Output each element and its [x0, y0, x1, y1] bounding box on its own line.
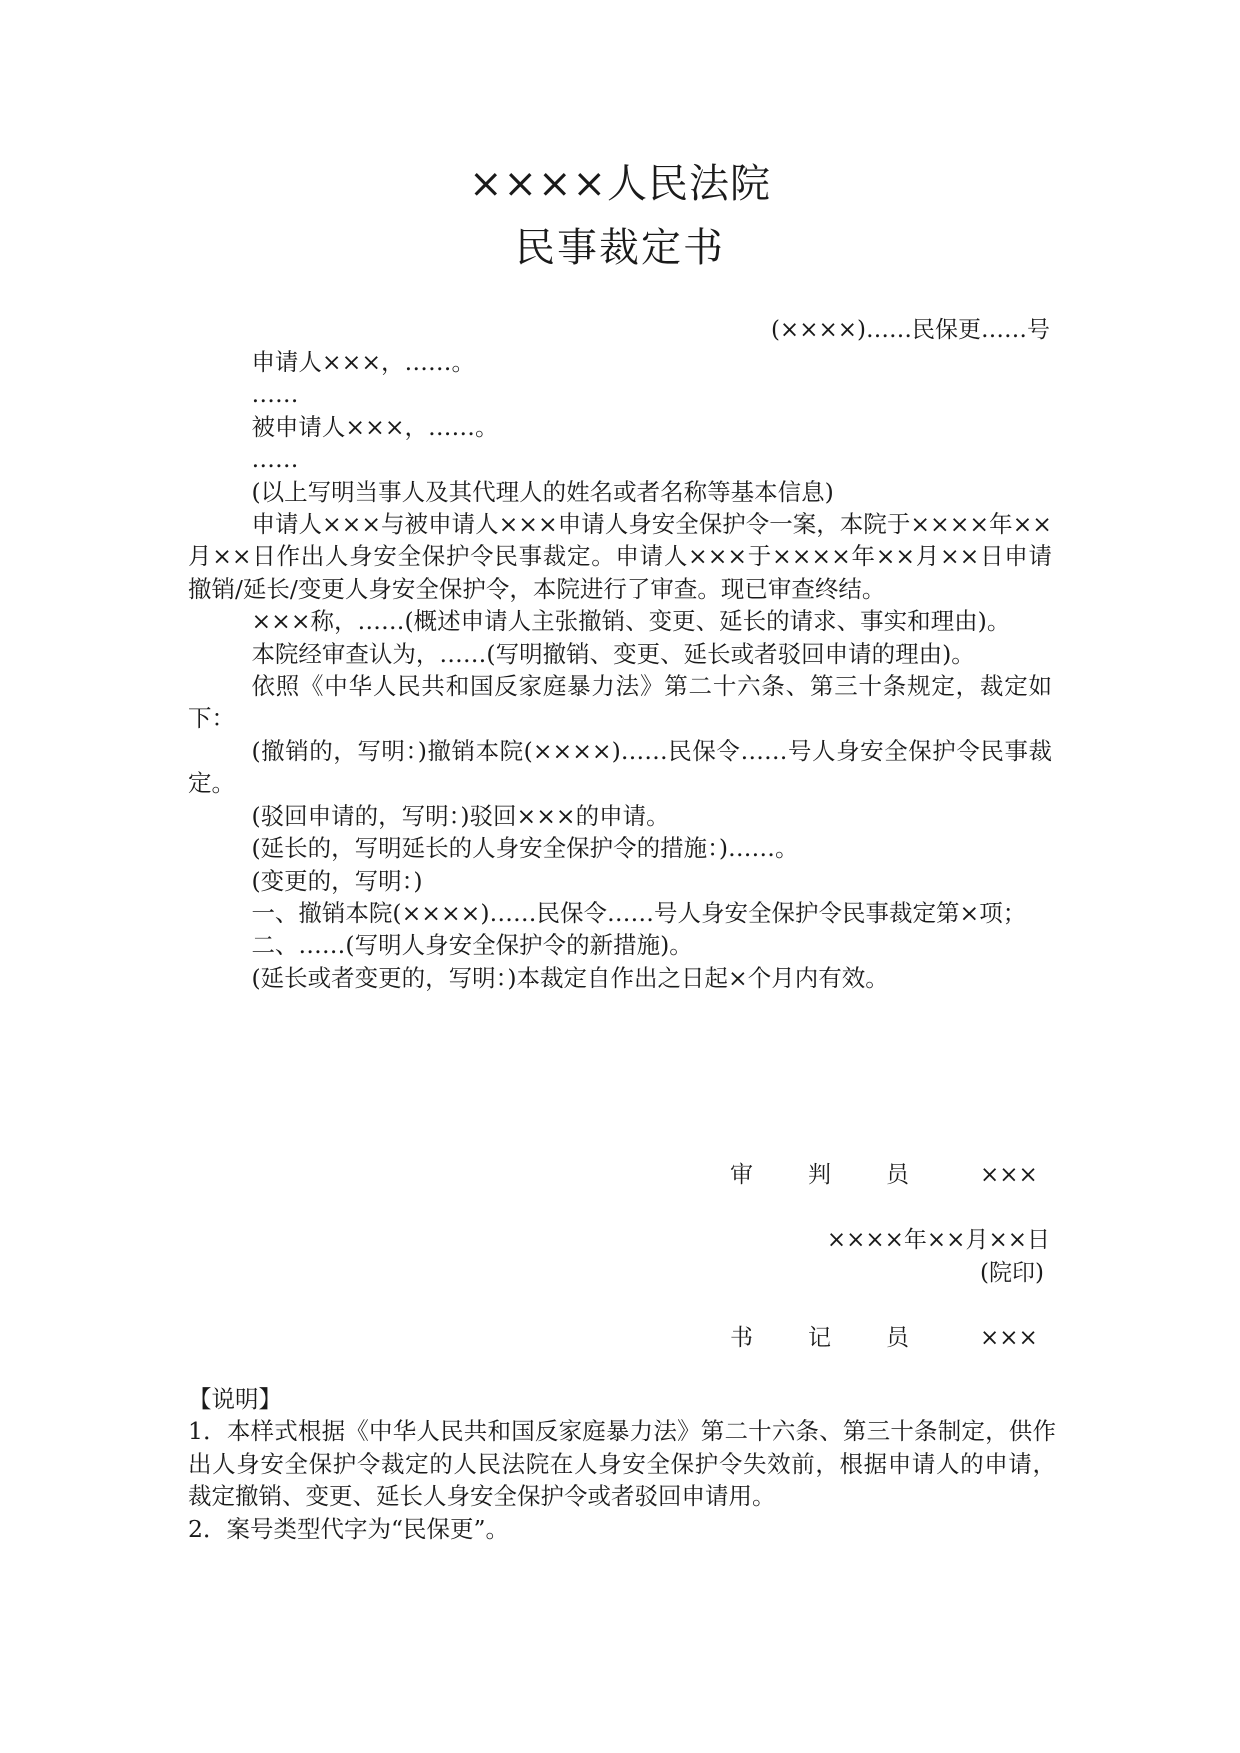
validity-paragraph: (延长或者变更的，写明：)本裁定自作出之日起×个月内有效。: [251, 963, 889, 992]
applicant-ellipsis: ……: [251, 380, 299, 409]
court-opinion-paragraph: 本院经审查认为，……(写明撤销、变更、延长或者驳回申请的理由)。: [251, 639, 975, 668]
legal-basis-paragraph: 依照《中华人民共和国反家庭暴力法》第二十六条、第三十条规定，裁定如下：: [188, 672, 1052, 733]
note-item: 2．案号类型代字为“民保更”。: [188, 1514, 509, 1543]
respondent-ellipsis: ……: [251, 445, 299, 474]
extend-option-paragraph: (延长的，写明延长的人身安全保护令的措施：)……。: [251, 834, 799, 863]
ruling-date: ××××年××月××日: [826, 1227, 1050, 1253]
notes-heading: 【说明】: [188, 1385, 282, 1413]
party-info-note: (以上写明当事人及其代理人的姓名或者名称等基本信息): [251, 477, 834, 506]
document-title: 民事裁定书: [515, 225, 725, 271]
applicant-claims-paragraph: ×××称，……(概述申请人主张撤销、变更、延长的请求、事实和理由)。: [251, 607, 1011, 636]
judge-name: ×××: [980, 1162, 1038, 1188]
revoke-option-paragraph: (撤销的，写明：)撤销本院(××××)……民保令……号人身安全保护令民事裁定。: [188, 736, 1052, 798]
court-name: ××××人民法院: [468, 161, 772, 207]
change-item-two: 二、……(写明人身安全保护令的新措施)。: [251, 931, 693, 960]
court-seal-placeholder: (院印): [980, 1260, 1044, 1286]
clerk-role: 书 记 员: [730, 1325, 909, 1351]
case-number: (××××)……民保更……号: [770, 317, 1050, 343]
judge-role: 审 判 员: [730, 1162, 909, 1188]
applicant-line: 申请人×××，……。: [251, 348, 476, 376]
clerk-signature-line: [730, 1322, 1038, 1354]
change-item-one: 一、撤销本院(××××)……民保令……号人身安全保护令民事裁定第×项；: [251, 898, 1027, 927]
notes-section: [188, 1383, 1056, 1545]
respondent-line: 被申请人×××，……。: [251, 412, 499, 441]
document-body: [188, 346, 1052, 994]
clerk-name: ×××: [980, 1325, 1038, 1351]
change-option-heading: (变更的，写明：): [251, 866, 423, 895]
judge-signature-line: [730, 1159, 1038, 1191]
reject-option-paragraph: (驳回申请的，写明：)驳回×××的申请。: [251, 801, 670, 830]
case-background-paragraph: 申请人×××与被申请人×××申请人身安全保护令一案，本院于××××年××月××日作出人身安全保护令民事裁定。申请人×××于××××年××月××日申请撤销/延长/变更人身安全保护令，本院进行了审查。现已审查终结。: [188, 510, 1052, 603]
note-item: 1．本样式根据《中华人民共和国反家庭暴力法》第二十六条、第三十条制定，供作出人身安全保护令裁定的人民法院在人身安全保护令失效前，根据申请人的申请，裁定撤销、变更、延长人身安全保护令或者驳回申请用。: [188, 1417, 1056, 1511]
